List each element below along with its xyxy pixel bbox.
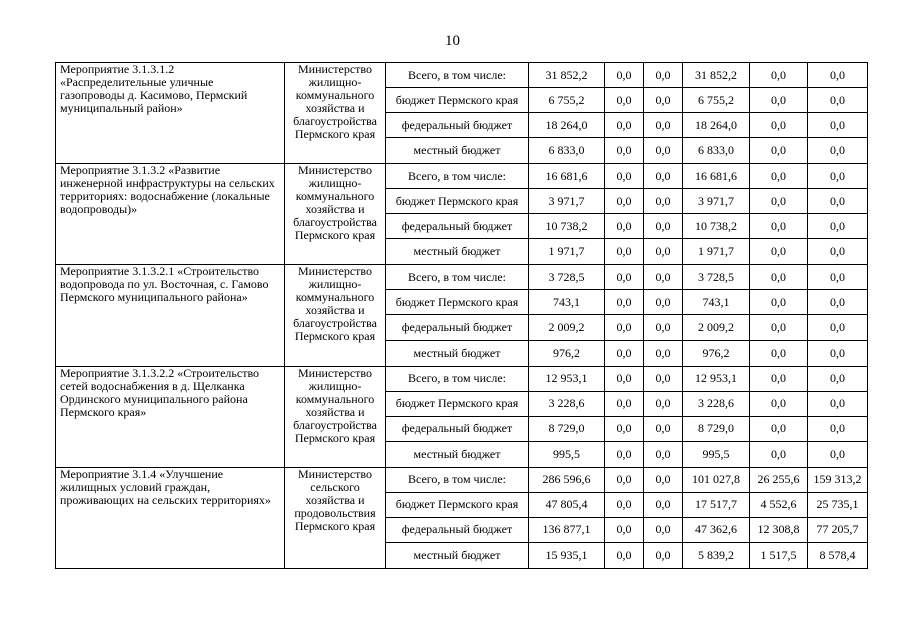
amount-cell: 6 755,2	[683, 88, 750, 113]
amount-cell: 0,0	[644, 164, 683, 189]
amount-cell: 3 728,5	[683, 265, 750, 290]
table-body	[56, 63, 868, 569]
amount-cell: 0,0	[644, 517, 683, 542]
amount-cell: 136 877,1	[529, 517, 605, 542]
amount-cell: 0,0	[808, 265, 868, 290]
amount-cell: 0,0	[750, 265, 808, 290]
funding-source-cell: местный бюджет	[386, 138, 529, 164]
table-row	[56, 467, 868, 492]
funding-source-cell: местный бюджет	[386, 441, 529, 467]
amount-cell: 18 264,0	[683, 113, 750, 138]
amount-cell: 0,0	[808, 113, 868, 138]
funding-source-cell: бюджет Пермского края	[386, 290, 529, 315]
amount-cell: 0,0	[605, 517, 644, 542]
amount-cell: 0,0	[605, 113, 644, 138]
amount-cell: 0,0	[808, 63, 868, 88]
amount-cell: 0,0	[644, 467, 683, 492]
amount-cell: 0,0	[605, 138, 644, 164]
amount-cell: 0,0	[605, 441, 644, 467]
event-name-cell: Мероприятие 3.1.3.1.2 «Распределительные уличные газопроводы д. Касимово, Пермский муниципальный район»	[56, 63, 285, 164]
amount-cell: 0,0	[605, 315, 644, 340]
amount-cell: 0,0	[644, 315, 683, 340]
amount-cell: 0,0	[605, 214, 644, 239]
amount-cell: 0,0	[808, 366, 868, 391]
amount-cell: 995,5	[683, 441, 750, 467]
amount-cell: 0,0	[750, 290, 808, 315]
amount-cell: 0,0	[808, 164, 868, 189]
amount-cell: 0,0	[750, 189, 808, 214]
amount-cell: 1 971,7	[683, 239, 750, 265]
amount-cell: 25 735,1	[808, 492, 868, 517]
amount-cell: 0,0	[808, 88, 868, 113]
amount-cell: 0,0	[644, 113, 683, 138]
responsible-ministry-cell: Министерство сельского хозяйства и продовольствия Пермского края	[285, 467, 386, 568]
funding-source-cell: бюджет Пермского края	[386, 189, 529, 214]
amount-cell: 0,0	[750, 214, 808, 239]
amount-cell: 0,0	[605, 164, 644, 189]
amount-cell: 5 839,2	[683, 542, 750, 568]
amount-cell: 1 971,7	[529, 239, 605, 265]
amount-cell: 0,0	[605, 265, 644, 290]
responsible-ministry-cell: Министерство жилищно-коммунального хозяйства и благоустройства Пермского края	[285, 265, 386, 366]
amount-cell: 286 596,6	[529, 467, 605, 492]
funding-source-cell: Всего, в том числе:	[386, 265, 529, 290]
page-number: 10	[445, 33, 460, 49]
amount-cell: 0,0	[808, 138, 868, 164]
amount-cell: 47 362,6	[683, 517, 750, 542]
amount-cell: 0,0	[750, 391, 808, 416]
funding-source-cell: бюджет Пермского края	[386, 492, 529, 517]
funding-source-cell: Всего, в том числе:	[386, 467, 529, 492]
amount-cell: 0,0	[644, 88, 683, 113]
amount-cell: 0,0	[808, 340, 868, 366]
amount-cell: 0,0	[644, 189, 683, 214]
amount-cell: 0,0	[644, 542, 683, 568]
amount-cell: 31 852,2	[529, 63, 605, 88]
amount-cell: 0,0	[644, 138, 683, 164]
amount-cell: 0,0	[644, 239, 683, 265]
amount-cell: 0,0	[644, 214, 683, 239]
table-row	[56, 265, 868, 290]
amount-cell: 995,5	[529, 441, 605, 467]
amount-cell: 10 738,2	[683, 214, 750, 239]
funding-source-cell: федеральный бюджет	[386, 416, 529, 441]
table-row	[56, 164, 868, 189]
funding-source-cell: федеральный бюджет	[386, 214, 529, 239]
amount-cell: 4 552,6	[750, 492, 808, 517]
funding-source-cell: Всего, в том числе:	[386, 164, 529, 189]
amount-cell: 0,0	[644, 63, 683, 88]
amount-cell: 2 009,2	[683, 315, 750, 340]
funding-source-cell: бюджет Пермского края	[386, 391, 529, 416]
amount-cell: 10 738,2	[529, 214, 605, 239]
table-row	[56, 366, 868, 391]
amount-cell: 0,0	[605, 492, 644, 517]
amount-cell: 0,0	[750, 138, 808, 164]
amount-cell: 0,0	[605, 467, 644, 492]
amount-cell: 0,0	[808, 416, 868, 441]
amount-cell: 0,0	[605, 391, 644, 416]
amount-cell: 77 205,7	[808, 517, 868, 542]
responsible-ministry-cell: Министерство жилищно-коммунального хозяйства и благоустройства Пермского края	[285, 164, 386, 265]
amount-cell: 0,0	[750, 441, 808, 467]
amount-cell: 0,0	[605, 189, 644, 214]
table-row	[56, 63, 868, 88]
amount-cell: 0,0	[808, 290, 868, 315]
amount-cell: 0,0	[750, 340, 808, 366]
amount-cell: 0,0	[750, 113, 808, 138]
amount-cell: 6 833,0	[683, 138, 750, 164]
amount-cell: 26 255,6	[750, 467, 808, 492]
amount-cell: 743,1	[529, 290, 605, 315]
amount-cell: 0,0	[808, 391, 868, 416]
amount-cell: 3 971,7	[529, 189, 605, 214]
amount-cell: 159 313,2	[808, 467, 868, 492]
amount-cell: 0,0	[605, 542, 644, 568]
amount-cell: 2 009,2	[529, 315, 605, 340]
amount-cell: 0,0	[808, 315, 868, 340]
amount-cell: 8 729,0	[529, 416, 605, 441]
amount-cell: 0,0	[605, 63, 644, 88]
responsible-ministry-cell: Министерство жилищно-коммунального хозяйства и благоустройства Пермского края	[285, 63, 386, 164]
amount-cell: 0,0	[605, 366, 644, 391]
funding-source-cell: Всего, в том числе:	[386, 366, 529, 391]
amount-cell: 0,0	[644, 340, 683, 366]
amount-cell: 16 681,6	[529, 164, 605, 189]
amount-cell: 12 308,8	[750, 517, 808, 542]
amount-cell: 15 935,1	[529, 542, 605, 568]
amount-cell: 0,0	[750, 239, 808, 265]
amount-cell: 12 953,1	[529, 366, 605, 391]
responsible-ministry-cell: Министерство жилищно-коммунального хозяйства и благоустройства Пермского края	[285, 366, 386, 467]
amount-cell: 18 264,0	[529, 113, 605, 138]
amount-cell: 31 852,2	[683, 63, 750, 88]
amount-cell: 101 027,8	[683, 467, 750, 492]
funding-source-cell: федеральный бюджет	[386, 315, 529, 340]
amount-cell: 6 755,2	[529, 88, 605, 113]
amount-cell: 3 228,6	[529, 391, 605, 416]
amount-cell: 17 517,7	[683, 492, 750, 517]
amount-cell: 0,0	[644, 265, 683, 290]
amount-cell: 0,0	[605, 239, 644, 265]
event-name-cell: Мероприятие 3.1.3.2 «Развитие инженерной инфраструктуры на сельских территориях: водоснабжение (локальные водопроводы)»	[56, 164, 285, 265]
amount-cell: 0,0	[644, 290, 683, 315]
amount-cell: 8 578,4	[808, 542, 868, 568]
amount-cell: 0,0	[808, 214, 868, 239]
amount-cell: 3 228,6	[683, 391, 750, 416]
amount-cell: 0,0	[644, 441, 683, 467]
funding-source-cell: бюджет Пермского края	[386, 88, 529, 113]
amount-cell: 1 517,5	[750, 542, 808, 568]
funding-source-cell: местный бюджет	[386, 542, 529, 568]
amount-cell: 743,1	[683, 290, 750, 315]
amount-cell: 47 805,4	[529, 492, 605, 517]
amount-cell: 3 971,7	[683, 189, 750, 214]
amount-cell: 976,2	[683, 340, 750, 366]
amount-cell: 0,0	[808, 441, 868, 467]
amount-cell: 0,0	[750, 88, 808, 113]
event-name-cell: Мероприятие 3.1.3.2.1 «Строительство водопровода по ул. Восточная, с. Гамово Пермского муниципального района»	[56, 265, 285, 366]
amount-cell: 0,0	[605, 88, 644, 113]
amount-cell: 0,0	[644, 492, 683, 517]
funding-source-cell: федеральный бюджет	[386, 113, 529, 138]
event-name-cell: Мероприятие 3.1.4 «Улучшение жилищных условий граждан, проживающих на сельских территориях»	[56, 467, 285, 568]
amount-cell: 0,0	[750, 164, 808, 189]
amount-cell: 6 833,0	[529, 138, 605, 164]
amount-cell: 0,0	[605, 290, 644, 315]
event-name-cell: Мероприятие 3.1.3.2.2 «Строительство сетей водоснабжения в д. Щелканка Ординского муниципального района Пермского края»	[56, 366, 285, 467]
amount-cell: 0,0	[605, 340, 644, 366]
amount-cell: 8 729,0	[683, 416, 750, 441]
amount-cell: 0,0	[644, 366, 683, 391]
amount-cell: 0,0	[750, 315, 808, 340]
amount-cell: 976,2	[529, 340, 605, 366]
funding-source-cell: местный бюджет	[386, 239, 529, 265]
amount-cell: 0,0	[644, 416, 683, 441]
amount-cell: 3 728,5	[529, 265, 605, 290]
amount-cell: 0,0	[644, 391, 683, 416]
amount-cell: 0,0	[605, 416, 644, 441]
amount-cell: 0,0	[750, 366, 808, 391]
amount-cell: 0,0	[808, 239, 868, 265]
amount-cell: 0,0	[750, 416, 808, 441]
funding-source-cell: Всего, в том числе:	[386, 63, 529, 88]
amount-cell: 12 953,1	[683, 366, 750, 391]
budget-table	[55, 62, 868, 569]
amount-cell: 0,0	[808, 189, 868, 214]
funding-source-cell: федеральный бюджет	[386, 517, 529, 542]
funding-source-cell: местный бюджет	[386, 340, 529, 366]
amount-cell: 16 681,6	[683, 164, 750, 189]
amount-cell: 0,0	[750, 63, 808, 88]
